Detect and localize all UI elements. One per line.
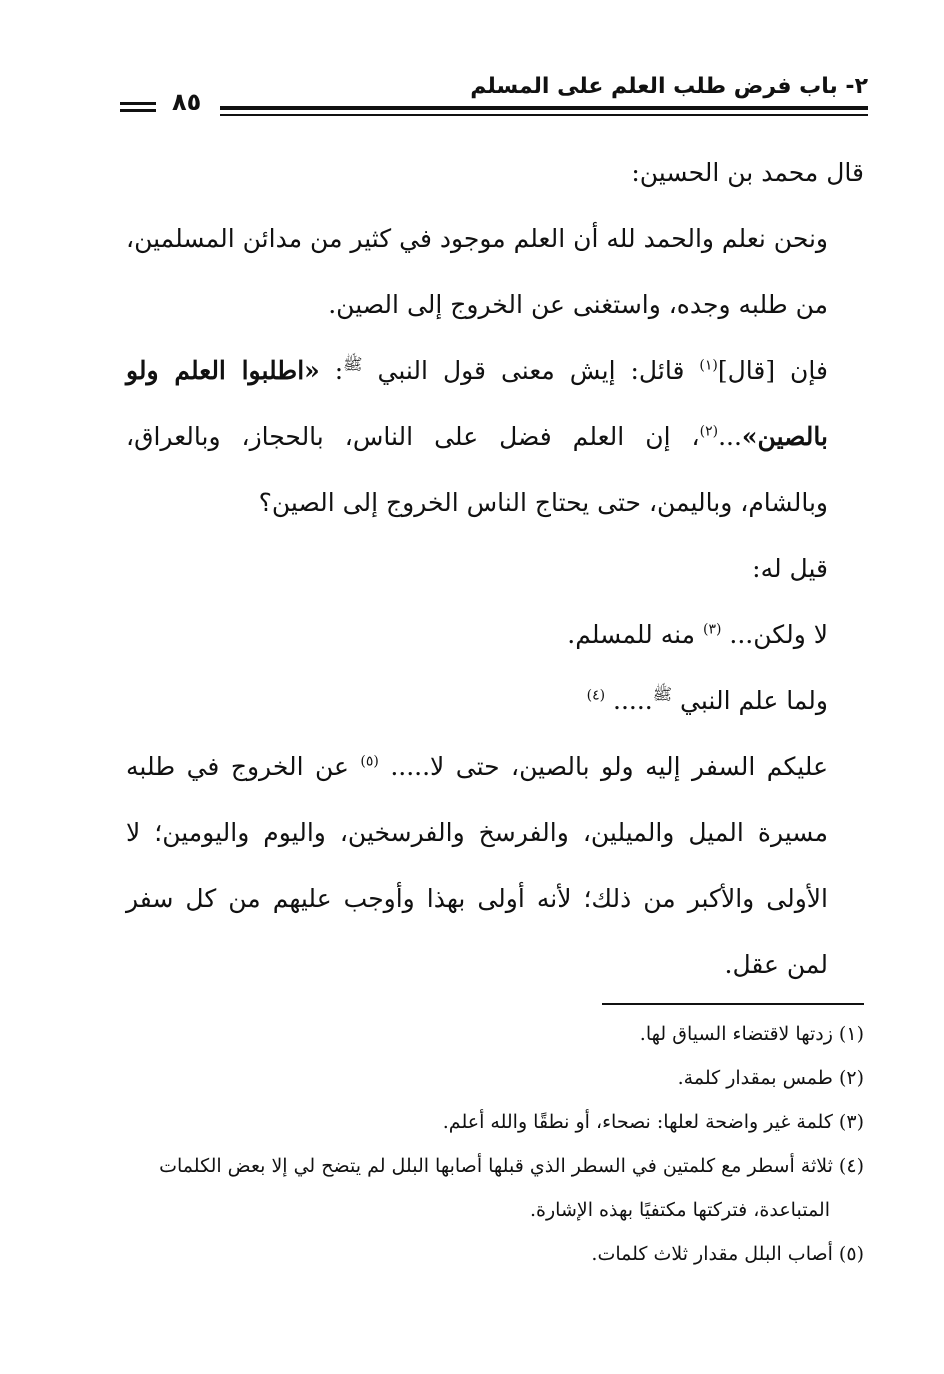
paragraph-3-part-e: ، إن العلم فضل على الناس، بالحجاز، وبالعراق، وبالشام، وباليمن، حتى يحتاج الناس الخروج إلى الصين؟ [126,422,828,517]
paragraph-7-part-b: عن الخروج في طلبه مسيرة الميل والميلين، والفرسخ والفرسخين، واليوم واليومين؛ لا الأولى والأكبر من ذلك؛ لأنه أولى بهذا وأوجب عليهم من كل سفر لمن عقل. [126,752,828,979]
header-rule [220,106,868,116]
footnotes [126,1012,864,1276]
footnote-3: (٣) كلمة غير واضحة لعلها: نصحاء، أو نطقًا والله أعلم. [442,1111,864,1133]
paragraph-3 [126,338,864,536]
footnote-separator [602,1003,864,1005]
paragraph-7-part-a: عليكم السفر إليه ولو بالصين، حتى لا..... [378,752,828,781]
paragraph-6-part-a: ولما علم النبي [672,686,828,715]
paragraph-3-part-a: فإن [قال] [717,356,828,385]
paragraph-7 [126,734,864,998]
footnote-ref-2[interactable]: (٢) [699,423,719,440]
paragraph-5-part-b: منه للمسلم. [567,620,703,649]
paragraph-3-part-c: : [319,356,344,385]
chapter-title: ٢- باب فرض طلب العلم على المسلم [470,74,868,99]
paragraph-5 [126,602,864,668]
hadith-quote: «اطلبوا العلم ولو بالصين» [126,356,828,451]
paragraph-2: ونحن نعلم والحمد لله أن العلم موجود في كثير من مدائن المسلمين، من طلبه وجده، واستغنى عن الخروج إلى الصين. [126,224,828,319]
footnote-ref-1[interactable]: (١) [699,357,718,374]
paragraph-3-part-b: قائل: إيش معنى قول النبي [362,356,700,385]
footnote-2: (٢) طمس بمقدار كلمة. [677,1067,864,1089]
footnote-ref-4[interactable]: (٤) [586,687,606,704]
footnote-ref-3[interactable]: (٣) [703,621,722,638]
honorific-glyph: ﷺ [343,354,363,374]
header-dash [120,102,156,112]
paragraph-6 [126,668,864,734]
footnote-1: (١) زدتها لاقتضاء السياق لها. [639,1023,864,1045]
paragraph-4: قيل له: [752,554,828,583]
running-header [120,70,868,130]
footnote-5: (٥) أصاب البلل مقدار ثلاث كلمات. [591,1243,864,1265]
footnote-4-continued: المتباعدة، فتركتها مكتفيًا بهذه الإشارة. [530,1199,830,1221]
main-text [126,140,864,998]
paragraph-6-part-b: ..... [605,686,653,715]
footnote-ref-5[interactable]: (٥) [360,753,379,770]
footnote-4: (٤) ثلاثة أسطر مع كلمتين في السطر الذي قبلها أصابها البلل لم يتضح لي إلا بعض الكلمات [159,1155,864,1177]
honorific-glyph-2: ﷺ [652,684,673,704]
paragraph-1: قال محمد بن الحسين: [631,158,864,187]
paragraph-5-part-a: لا ولكن... [721,620,828,649]
page-number: ٨٥ [172,88,202,116]
paragraph-3-part-d: ... [718,422,742,451]
